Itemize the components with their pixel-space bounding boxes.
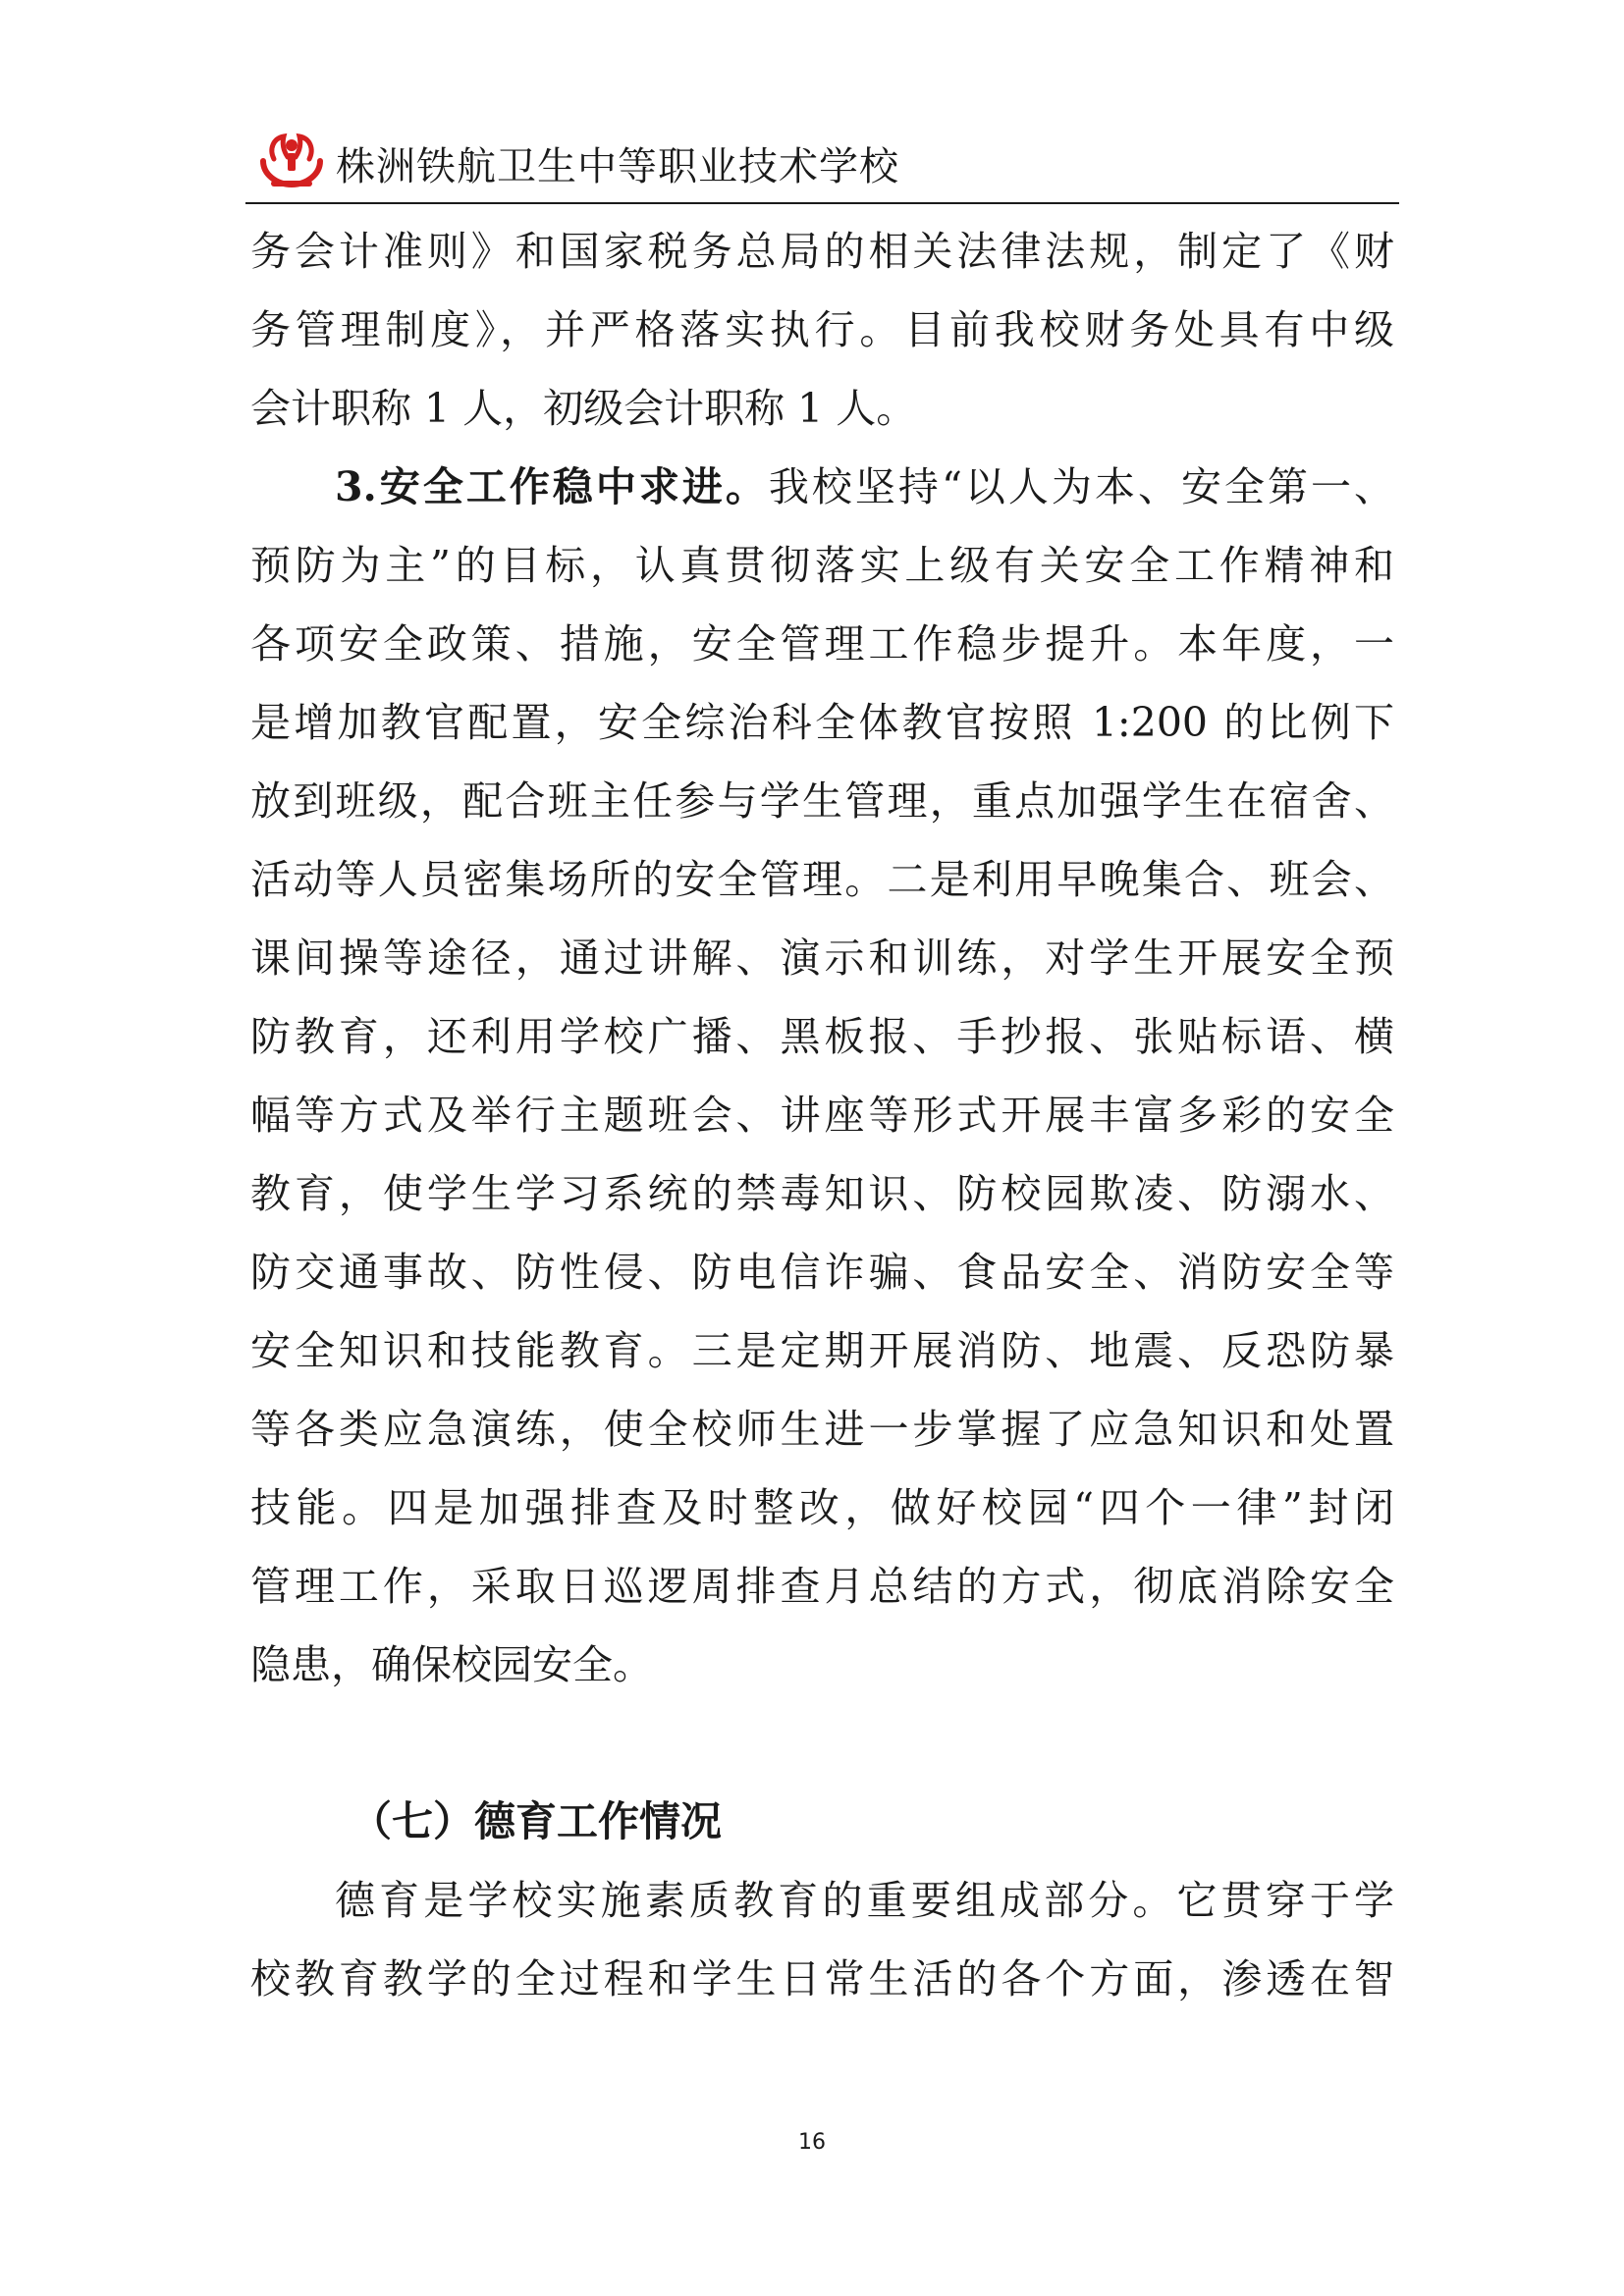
paragraph-line: 技能。四是加强排查及时整改，做好校园“四个一律”封闭 — [250, 1484, 1394, 1531]
paragraph-line: 课间操等途径，通过讲解、演示和训练，对学生开展安全预 — [250, 934, 1394, 982]
header-divider — [245, 202, 1399, 204]
paragraph-line: 校教育教学的全过程和学生日常生活的各个方面，渗透在智 — [250, 1955, 1394, 2002]
paragraph-line: 是增加教官配置，安全综治科全体教官按照 1:200 的比例下 — [250, 699, 1394, 746]
paragraph-line: 教育，使学生学习系统的禁毒知识、防校园欺凌、防溺水、 — [250, 1170, 1394, 1217]
paragraph-line: 隐患，确保校园安全。 — [250, 1641, 653, 1688]
paragraph-line: 务管理制度》，并严格落实执行。目前我校财务处具有中级 — [250, 306, 1394, 353]
paragraph-line: 各项安全政策、措施，安全管理工作稳步提升。本年度，一 — [250, 620, 1394, 667]
paragraph-line: 会计职称 1 人，初级会计职称 1 人。 — [250, 385, 917, 432]
subsection-title: 3.安全工作稳中求进。 — [335, 463, 769, 510]
page-number: 16 — [798, 2130, 826, 2155]
paragraph-line: 安全知识和技能教育。三是定期开展消防、地震、反恐防暴 — [250, 1327, 1394, 1374]
paragraph-line: 幅等方式及举行主题班会、讲座等形式开展丰富多彩的安全 — [250, 1092, 1394, 1139]
paragraph-line: 防教育，还利用学校广播、黑板报、手抄报、张贴标语、横 — [250, 1013, 1394, 1060]
section-heading: （七）德育工作情况 — [351, 1797, 723, 1845]
paragraph-line: 务会计准则》和国家税务总局的相关法律法规，制定了《财 — [250, 228, 1394, 275]
paragraph-first-line: 德育是学校实施素质教育的重要组成部分。它贯穿于学 — [335, 1877, 1394, 1924]
paragraph-line: 管理工作，采取日巡逻周排查月总结的方式，彻底消除安全 — [250, 1563, 1394, 1610]
paragraph-line: 等各类应急演练，使全校师生进一步掌握了应急知识和处置 — [250, 1406, 1394, 1453]
paragraph-text: 我校坚持“以人为本、安全第一、 — [768, 463, 1394, 510]
paragraph-line: 防交通事故、防性侵、防电信诈骗、食品安全、消防安全等 — [250, 1249, 1394, 1296]
paragraph-line: 放到班级，配合班主任参与学生管理，重点加强学生在宿舍、 — [250, 777, 1394, 825]
school-name: 株洲铁航卫生中等职业技术学校 — [336, 144, 899, 189]
page-header — [245, 128, 1399, 202]
paragraph-first-line — [335, 457, 1394, 516]
paragraph-line: 活动等人员密集场所的安全管理。二是利用早晚集合、班会、 — [250, 856, 1394, 903]
school-logo-icon — [257, 132, 326, 190]
paragraph-line: 预防为主”的目标，认真贯彻落实上级有关安全工作精神和 — [250, 542, 1394, 589]
